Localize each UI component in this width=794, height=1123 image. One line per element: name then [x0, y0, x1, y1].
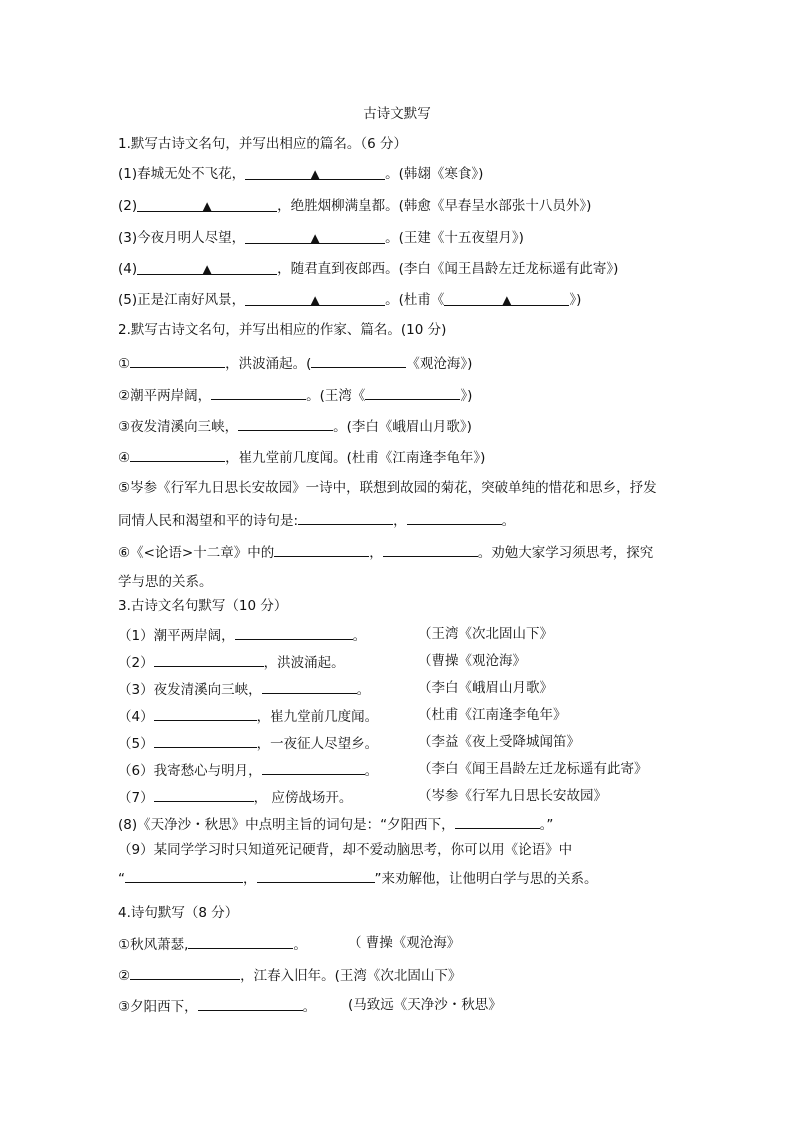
- answer-blank[interactable]: [455, 814, 540, 829]
- s4-q3-source: (马致远《天净沙・秋思》: [348, 997, 502, 1013]
- answer-blank[interactable]: [154, 706, 257, 721]
- s3-row: （3）夜发清溪向三峡， 。: [118, 679, 370, 699]
- s2-q6-line2: 学与思的关系。: [118, 574, 213, 590]
- answer-blank[interactable]: [245, 165, 385, 180]
- s3-row: （4） ，崔九堂前几度闻。: [118, 706, 378, 726]
- page-title: 古诗文默写: [363, 106, 431, 122]
- s3-row-source: （王湾《次北固山下》: [418, 626, 553, 642]
- s1-q2: (2) ▲ ，绝胜烟柳满皇都。(韩愈《早春呈水部张十八员外》): [118, 198, 592, 214]
- answer-blank[interactable]: [137, 260, 277, 275]
- answer-blank[interactable]: [238, 416, 333, 431]
- s3-row: （6）我寄愁心与明月， 。: [118, 760, 378, 780]
- s4-q2: ② ，江春入旧年。(王湾《次北固山下》: [118, 965, 461, 985]
- s3-row-source: （杜甫《江南逢李龟年》: [418, 707, 567, 723]
- s2-q4: ④ ，崔九堂前几度闻。(杜甫《江南逢李龟年》): [118, 447, 485, 467]
- answer-blank[interactable]: [245, 291, 385, 306]
- s2-q5-line2: 同情人民和渴望和平的诗句是: ， 。: [118, 510, 515, 530]
- answer-blank[interactable]: [383, 542, 478, 557]
- s4-q1-source: （ 曹操《观沧海》: [348, 935, 461, 951]
- s1-q4: (4) ▲ ，随君直到夜郎西。(李白《闻王昌龄左迁龙标遥有此寄》): [118, 261, 619, 277]
- s3-row-source: （李益《夜上受降城闻笛》: [418, 734, 580, 750]
- answer-blank[interactable]: [262, 679, 357, 694]
- s3-row: （1）潮平两岸阔， 。: [118, 625, 366, 645]
- s3-row: （2） ，洪波涌起。: [118, 652, 345, 672]
- answer-blank[interactable]: [130, 965, 240, 980]
- s2-q3: ③夜发清溪向三峡， 。(李白《峨眉山月歌》): [118, 416, 472, 436]
- triangle-marker: ▲: [502, 293, 512, 307]
- answer-blank[interactable]: [365, 385, 460, 400]
- triangle-marker: ▲: [310, 293, 320, 307]
- section-2-header: 2.默写古诗文名句，并写出相应的作家、篇名。(10 分): [118, 322, 447, 338]
- s2-q5-line1: ⑤岑参《行军九日思长安故园》一诗中，联想到故园的菊花，突破单纯的惜花和思乡，抒发: [118, 480, 657, 496]
- answer-blank[interactable]: [130, 353, 225, 368]
- triangle-marker: ▲: [310, 231, 320, 245]
- answer-blank[interactable]: [188, 934, 293, 949]
- answer-blank[interactable]: [154, 787, 254, 802]
- answer-blank[interactable]: [235, 625, 353, 640]
- triangle-marker: ▲: [202, 199, 212, 213]
- s4-q1: ①秋风萧瑟, 。: [118, 934, 307, 954]
- s2-q1: ① ，洪波涌起。( 《观沧海》): [118, 353, 472, 373]
- answer-blank[interactable]: [137, 197, 277, 212]
- answer-blank[interactable]: [444, 291, 569, 306]
- s3-row-source: （岑参《行军九日思长安故园》: [418, 788, 607, 804]
- s3-row-source: （李白《峨眉山月歌》: [418, 680, 553, 696]
- answer-blank[interactable]: [154, 733, 257, 748]
- answer-blank[interactable]: [245, 229, 385, 244]
- s3-row: （5） ，一夜征人尽望乡。: [118, 733, 378, 753]
- answer-blank[interactable]: [257, 868, 375, 883]
- s1-q1: (1)春城无处不飞花， ▲ 。(韩翃《寒食》): [118, 166, 484, 182]
- answer-blank[interactable]: [274, 542, 369, 557]
- section-4-header: 4.诗句默写（8 分）: [118, 905, 239, 921]
- answer-blank[interactable]: [125, 868, 243, 883]
- s3-row-source: （李白《闻王昌龄左迁龙标遥有此寄》: [418, 761, 648, 777]
- answer-blank[interactable]: [311, 353, 406, 368]
- answer-blank[interactable]: [407, 510, 502, 525]
- s1-q5: (5)正是江南好风景， ▲ 。(杜甫《 ▲ 》): [118, 292, 582, 308]
- s2-q2: ②潮平两岸阔， 。(王湾《 》): [118, 385, 472, 405]
- section-1-header: 1.默写古诗文名句，并写出相应的篇名。（6 分）: [118, 136, 408, 152]
- answer-blank[interactable]: [298, 510, 393, 525]
- triangle-marker: ▲: [310, 167, 320, 181]
- s3-q9-line2: “ ， ”来劝解他，让他明白学与思的关系。: [118, 868, 598, 888]
- section-3-header: 3.古诗文名句默写（10 分）: [118, 598, 288, 614]
- answer-blank[interactable]: [262, 760, 365, 775]
- s3-row: （7） ， 应傍战场开。: [118, 787, 352, 807]
- s3-q8: (8)《天净沙・秋思》中点明主旨的词句是：“夕阳西下， 。”: [118, 814, 553, 834]
- triangle-marker: ▲: [202, 262, 212, 276]
- s3-q9-line1: （9）某同学学习时只知道死记硬背，却不爱动脑思考，你可以用《论语》中: [118, 842, 573, 858]
- answer-blank[interactable]: [130, 447, 225, 462]
- answer-blank[interactable]: [154, 652, 264, 667]
- s2-q6-line1: ⑥《<论语>十二章》中的 ， 。劝勉大家学习须思考，探究: [118, 542, 653, 562]
- s3-row-source: （曹操《观沧海》: [418, 653, 526, 669]
- answer-blank[interactable]: [198, 996, 303, 1011]
- answer-blank[interactable]: [211, 385, 306, 400]
- s1-q3: (3)今夜月明人尽望， ▲ 。(王建《十五夜望月》): [118, 230, 524, 246]
- s4-q3: ③夕阳西下， 。: [118, 996, 316, 1016]
